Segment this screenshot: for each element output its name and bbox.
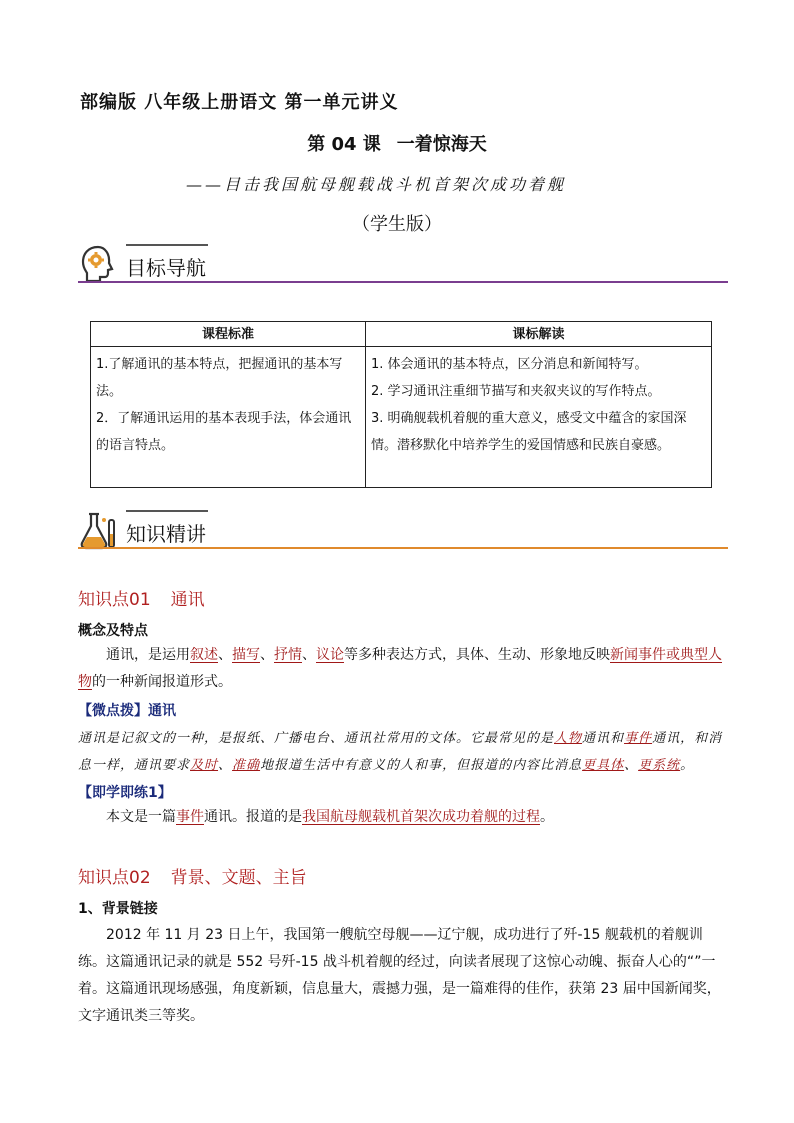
flask-icon xyxy=(78,510,118,550)
brain-gear-icon xyxy=(78,244,118,284)
kp1-heading xyxy=(78,585,205,610)
background-paragraph: 2012 年 11 月 23 日上午，我国第一艘航空母舰——辽宁舰，成功进行了歼-15 舰载机的着舰训练。这篇通讯记录的就是 552 号歼-15 战斗机着舰的经过，向读者展现了这惊心动魄、振奋人心的“”一着。这篇通讯现场感强，角度新颖，信息量大，震撼力强，是一篇难得的佳作，获第 23 届中国新闻奖，文字通讯类三等奖。 xyxy=(78,927,721,1024)
interpretation-cell xyxy=(366,347,712,488)
lesson-title xyxy=(0,130,794,156)
text-run: 的一种新闻报道形式。 xyxy=(92,674,232,690)
text-run: 。 xyxy=(540,809,554,825)
highlight-term: 更系统 xyxy=(638,758,681,773)
highlight-term: 叙述 xyxy=(190,647,218,663)
table-row xyxy=(91,347,712,488)
text-run: 、 xyxy=(302,647,316,663)
standard-cell xyxy=(91,347,366,488)
highlight-term: 事件 xyxy=(176,809,204,825)
text-run: 地报道生活中有意义的人和事，但报道的内容比消息 xyxy=(260,758,583,773)
highlight-term: 准确 xyxy=(232,758,261,773)
highlight-term: 及时 xyxy=(190,758,219,773)
series-title: 部编版 八年级上册语文 第一单元讲义 xyxy=(80,92,399,113)
text-run: 通讯，和消息一样，通讯要求 xyxy=(78,731,723,773)
practice-tag: 【即学即练1】 xyxy=(78,785,172,801)
text-run: 、 xyxy=(218,647,232,663)
section-rule xyxy=(78,547,728,549)
highlight-term: 事件 xyxy=(624,731,653,746)
section-title: 知识精讲 xyxy=(126,522,206,546)
kp2-title: 背景、文题、主旨 xyxy=(170,868,307,888)
edition-label: （学生版） xyxy=(352,214,442,235)
table-header-interpretation: 课标解读 xyxy=(366,322,712,347)
tip-paragraph xyxy=(78,725,728,779)
section-overline xyxy=(126,244,208,246)
interpretation-item: 2. 学习通讯注重细节描写和夹叙夹议的写作特点。 xyxy=(371,384,661,399)
section-title: 目标导航 xyxy=(126,256,206,280)
text-run: 等多种表达方式，具体、生动、形象地反映 xyxy=(344,647,610,663)
text-run: 、 xyxy=(624,758,639,773)
highlight-term: 更具体 xyxy=(582,758,625,773)
highlight-term: 抒情 xyxy=(274,647,302,663)
practice-paragraph xyxy=(78,804,728,831)
tip-tag: 【微点拨】通讯 xyxy=(78,703,176,719)
kp2-heading xyxy=(78,863,307,888)
background-heading: 1、背景链接 xyxy=(78,901,158,917)
text-run: 通讯。报道的是 xyxy=(204,809,302,825)
highlight-term: 描写 xyxy=(232,647,260,663)
lesson-number: 第 04 课 xyxy=(307,134,381,155)
table-header-standard: 课程标准 xyxy=(91,322,366,347)
text-run: 通讯是记叙文的一种，是报纸、广播电台、通讯社常用的文体。它最常见的是 xyxy=(78,731,555,746)
highlight-term: 人物 xyxy=(554,731,583,746)
text-run: 本文是一篇 xyxy=(106,809,176,825)
kp2-label: 知识点02 xyxy=(78,868,151,888)
text-run: 通讯，是运用 xyxy=(106,647,190,663)
concept-paragraph xyxy=(78,642,728,696)
text-run: 。 xyxy=(680,758,695,773)
text-run: 、 xyxy=(218,758,233,773)
section-rule xyxy=(78,281,728,283)
highlight-term: 议论 xyxy=(316,647,344,663)
table-header-row xyxy=(91,322,712,347)
kp1-title: 通讯 xyxy=(170,590,205,610)
text-run: 、 xyxy=(260,647,274,663)
lesson-name: 一着惊海天 xyxy=(396,134,487,155)
concept-heading: 概念及特点 xyxy=(78,623,148,639)
highlight-term: 我国航母舰载机首架次成功着舰的过程 xyxy=(302,809,540,825)
section-overline xyxy=(126,510,208,512)
kp1-label: 知识点01 xyxy=(78,590,151,610)
section-knowledge-header xyxy=(78,510,728,560)
highlight-term: 新闻事件或典型人物 xyxy=(78,647,722,690)
standard-item: 2．了解通讯运用的基本表现手法，体会通讯的语言特点。 xyxy=(96,411,352,453)
interpretation-item: 3. 明确舰载机着舰的重大意义，感受文中蕴含的家国深情。潜移默化中培养学生的爱国情感和民族自豪感。 xyxy=(371,411,687,453)
curriculum-table xyxy=(90,321,712,488)
lesson-subtitle: ——目击我国航母舰载战斗机首架次成功着舰 xyxy=(186,175,567,194)
section-goals-header xyxy=(78,244,728,294)
interpretation-item: 1. 体会通讯的基本特点，区分消息和新闻特写。 xyxy=(371,357,648,372)
standard-item: 1.了解通讯的基本特点，把握通讯的基本写法。 xyxy=(96,357,343,399)
text-run: 通讯和 xyxy=(582,731,625,746)
